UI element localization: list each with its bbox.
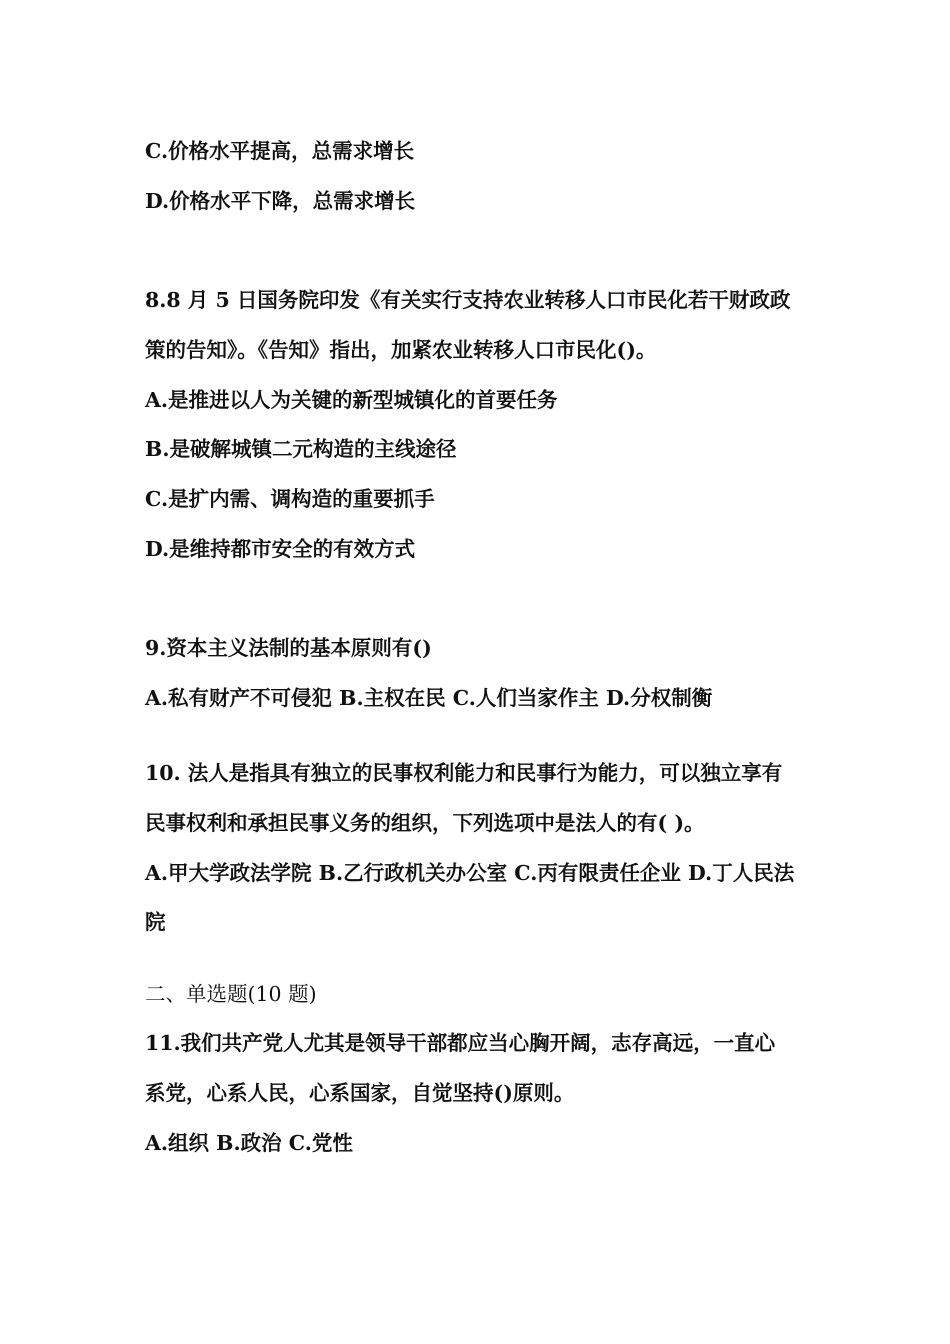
q11-stem-line2: 系党，心系人民，心系国家，自觉坚持()原则。 — [145, 1081, 575, 1105]
q11-stem-line1: 11.我们共产党人尤其是领导干部都应当心胸开阔，志存高远，一直心 — [145, 1031, 776, 1055]
section-heading: 二、单选题(10 题) — [145, 982, 317, 1006]
q9-stem: 9.资本主义法制的基本原则有() — [145, 636, 432, 660]
q10-stem-line2: 民事权利和承担民事义务的组织，下列选项中是法人的有( )。 — [145, 811, 705, 835]
q10-stem-line1: 10. 法人是指具有独立的民事权利能力和民事行为能力，可以独立享有 — [145, 761, 783, 785]
q10-options-line1: A.甲大学政法学院 B.乙行政机关办公室 C.丙有限责任企业 D.丁人民法 — [145, 861, 795, 885]
q10-options-line2: 院 — [145, 910, 166, 934]
q8-stem-line1: 8.8 月 5 日国务院印发《有关实行支持农业转移人口市民化若干财政政 — [145, 288, 791, 312]
q7-option-c: C.价格水平提高，总需求增长 — [145, 139, 415, 163]
q8-stem-line2: 策的告知》。《告知》指出，加紧农业转移人口市民化()。 — [145, 338, 657, 362]
q7-option-d: D.价格水平下降，总需求增长 — [145, 189, 416, 213]
q8-option-c: C.是扩内需、调构造的重要抓手 — [145, 487, 435, 511]
q9-options: A.私有财产不可侵犯 B.主权在民 C.人们当家作主 D.分权制衡 — [145, 686, 713, 710]
q8-option-b: B.是破解城镇二元构造的主线途径 — [145, 437, 457, 461]
q11-options: A.组织 B.政治 C.党性 — [145, 1131, 353, 1155]
q8-option-a: A.是推进以人为关键的新型城镇化的首要任务 — [145, 388, 558, 412]
q8-option-d: D.是维持都市安全的有效方式 — [145, 537, 416, 561]
